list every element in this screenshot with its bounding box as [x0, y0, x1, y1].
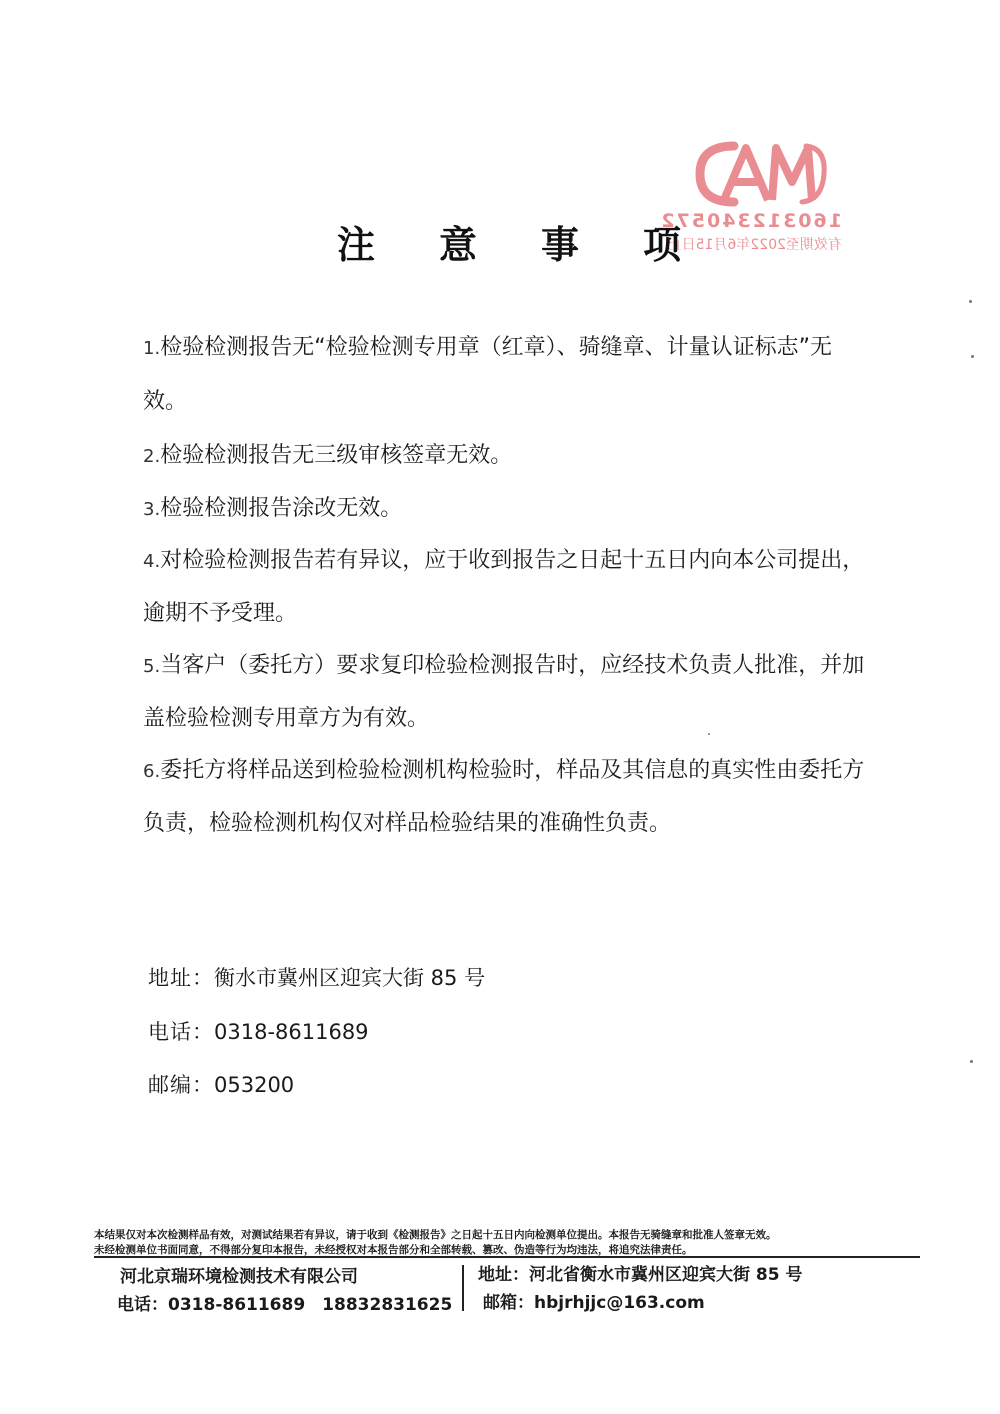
contact-address	[148, 958, 485, 998]
note-item-1-cont	[143, 376, 187, 428]
note-item-5-cont	[143, 693, 429, 745]
title-char: 意	[439, 223, 478, 267]
postcode-value: 053200	[214, 1073, 295, 1097]
cma-logo-icon	[694, 138, 830, 208]
note-text: 检验检测报告无“检验检测专用章（红章）、骑缝章、计量认证标志”无	[160, 335, 832, 360]
page-title	[0, 220, 1000, 270]
footer-phones: 电话：0318-8611689 18832831625	[117, 1295, 453, 1315]
note-text: 逾期不予受理。	[143, 601, 298, 626]
title-char: 事	[541, 223, 580, 267]
address-value: 衡水市冀州区迎宾大街 85 号	[214, 966, 486, 990]
footer-notice-1: 本结果仅对本次检测样品有效，对测试结果若有异议，请于收到《检测报告》之日起十五日内向检测单位提出。本报告无骑缝章和批准人签章无效。	[94, 1229, 777, 1241]
footer-vertical-divider	[462, 1265, 464, 1311]
note-text: 盖检验检测专用章方为有效。	[143, 706, 430, 731]
note-text: 当客户（委托方）要求复印检验检测报告时，应经技术负责人批准，并加	[160, 653, 865, 678]
title-char: 注	[337, 223, 376, 267]
footer-divider-line	[94, 1256, 920, 1258]
scan-speck	[708, 733, 710, 735]
footer-address: 地址：河北省衡水市冀州区迎宾大街 85 号	[478, 1265, 803, 1285]
postcode-label: 邮编：	[148, 1073, 214, 1097]
phone-value: 0318-8611689	[214, 1020, 369, 1044]
phone-label: 电话：	[148, 1020, 214, 1044]
stamp-number: 160312340572	[659, 210, 842, 232]
note-text: 委托方将样品送到检验检测机构检验时，样品及其信息的真实性由委托方	[160, 758, 865, 783]
note-item-2	[143, 430, 512, 482]
note-text: 检验检测报告无三级审核签章无效。	[160, 443, 513, 468]
note-item-4	[143, 535, 864, 587]
footer-notice-2: 未经检测单位书面同意，不得部分复印本报告，未经授权对本报告部分和全部转载、篡改、伪造等行为均违法，将追究法律责任。	[94, 1244, 693, 1256]
note-text: 效。	[143, 389, 188, 414]
note-text: 对检验检测报告若有异议，应于收到报告之日起十五日内向本公司提出，	[160, 548, 865, 573]
note-number: 1.	[143, 338, 161, 359]
note-number: 4.	[143, 551, 161, 572]
address-label: 地址：	[148, 966, 214, 990]
footer-email: 邮箱：hbjrhjjc@163.com	[483, 1293, 705, 1313]
note-item-5	[143, 640, 864, 692]
note-number: 6.	[143, 761, 161, 782]
note-item-4-cont	[143, 588, 297, 640]
note-item-6-cont	[143, 798, 671, 850]
scan-speck	[970, 1060, 973, 1063]
footer-company: 河北京瑞环境检测技术有限公司	[120, 1267, 358, 1287]
contact-phone	[148, 1012, 369, 1052]
contact-postcode	[148, 1065, 294, 1105]
stamp-validity: 有效期至2022年6月15日止	[667, 237, 842, 253]
note-item-3	[143, 483, 402, 535]
note-number: 5.	[143, 656, 161, 677]
note-item-6	[143, 745, 864, 797]
note-number: 3.	[143, 499, 161, 520]
note-text: 负责，检验检测机构仅对样品检验结果的准确性负责。	[143, 811, 672, 836]
note-item-1	[143, 322, 832, 374]
title-char: 项	[643, 223, 682, 267]
scan-speck	[969, 300, 972, 303]
note-number: 2.	[143, 446, 161, 467]
note-text: 检验检测报告涂改无效。	[160, 496, 403, 521]
scan-speck	[971, 355, 974, 358]
